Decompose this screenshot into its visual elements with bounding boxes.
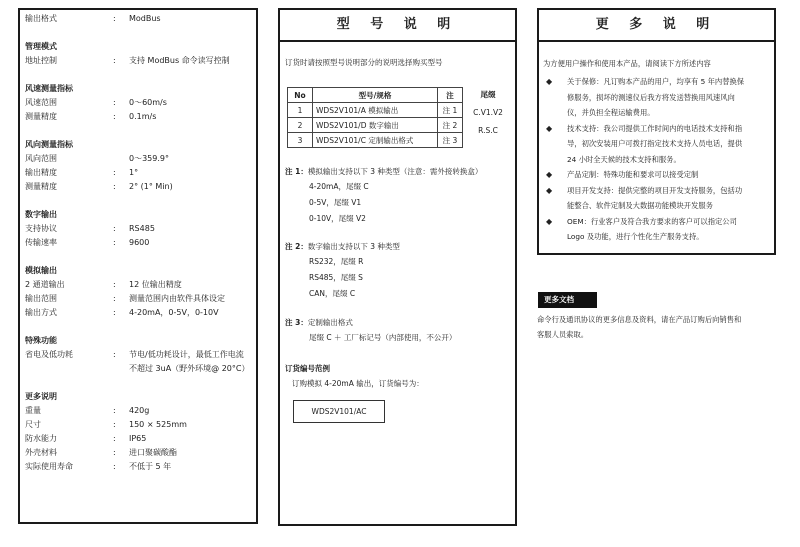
- spec-value: 0～60m/s: [129, 98, 167, 107]
- spec-value: 0～359.9°: [129, 154, 169, 163]
- spec-value: 9600: [129, 238, 150, 247]
- spec-value: 0.1m/s: [129, 112, 157, 121]
- column-header-model: 型号/规格: [313, 88, 438, 103]
- spec-row: [25, 404, 252, 418]
- spec-row: [25, 166, 252, 180]
- cell-no: 1: [288, 103, 313, 118]
- model-description-panel: [278, 8, 517, 526]
- cell-note: 注 2: [438, 118, 463, 133]
- spec-row: [25, 460, 252, 474]
- note-text: 模拟输出支持以下 3 种类型（注意：需外接转换盒）: [307, 167, 483, 176]
- diamond-bullet-icon: ◆: [546, 170, 553, 179]
- more-info-panel: [537, 8, 776, 255]
- cell-model: WDS2V101/D 数字输出: [313, 118, 438, 133]
- spec-value: 1°: [129, 168, 139, 177]
- spec-key: 测量精度: [25, 182, 57, 191]
- list-item-customization: [543, 167, 770, 183]
- note-item: CAN，尾缀 C: [309, 289, 356, 298]
- spec-value: 不超过 3uA（野外环境@ 20°C）: [129, 364, 250, 373]
- more-docs-line: 命令行及通讯协议的更多信息及资料，请在产品订购后向销售和: [537, 315, 742, 324]
- order-example-title: 订货编号范例: [285, 364, 330, 373]
- spec-value: 进口聚碳酸酯: [129, 448, 177, 457]
- order-example-desc: 订购模拟 4-20mA 输出，订货编号为：: [292, 379, 424, 388]
- list-item-line: 导，初次安装用户可拨打指定技术支持人员电话，提供: [567, 139, 743, 148]
- specifications-panel: [18, 8, 258, 524]
- list-item-line: 技术支持：我公司提供工作时间内的电话技术支持和指: [567, 123, 743, 133]
- spec-value: 支持 ModBus 命令读写控制: [129, 56, 230, 65]
- spec-key: 输出精度: [25, 168, 57, 177]
- spec-key: 防水能力: [25, 434, 57, 443]
- spec-value: ModBus: [129, 14, 161, 23]
- spec-key: 输出方式: [25, 308, 57, 317]
- note-item: 0-10V，尾缀 V2: [309, 214, 366, 223]
- spec-row-output-format: [25, 12, 252, 26]
- suffix-line: C.V1.V2: [473, 108, 503, 117]
- spec-key: 测量精度: [25, 112, 57, 121]
- spec-colon: :: [113, 168, 116, 177]
- table-row: [288, 103, 463, 118]
- spec-row: [25, 306, 252, 320]
- section-title-wind-direction: 风向测量指标: [25, 140, 73, 149]
- suffix-line: R.S.C: [478, 126, 498, 135]
- spec-value: 节电/低功耗设计，最低工作电流: [129, 350, 244, 359]
- spec-colon: :: [113, 406, 116, 415]
- spec-colon: :: [113, 224, 116, 233]
- spec-row: [25, 180, 252, 194]
- spec-row: [25, 446, 252, 460]
- table-row: [288, 118, 463, 133]
- spec-colon: :: [113, 56, 116, 65]
- spec-key: 重量: [25, 406, 41, 415]
- cell-note: 注 3: [438, 133, 463, 148]
- list-item-project-support: [543, 183, 770, 214]
- table-row: [288, 133, 463, 148]
- list-item-line: 关于保修：凡订购本产品的用户，均享有 5 年内替换保: [567, 77, 745, 86]
- diamond-bullet-icon: ◆: [546, 123, 553, 133]
- spec-key: 外壳材料: [25, 448, 57, 457]
- spec-colon: :: [113, 182, 116, 191]
- cell-model: WDS2V101/C 定制输出格式: [313, 133, 438, 148]
- note-text: 数字输出支持以下 3 种类型: [307, 242, 400, 251]
- list-item-line: 修服务，损坏的测速仪后我方将发送替换用风速风向: [567, 92, 735, 102]
- diamond-bullet-icon: ◆: [546, 77, 553, 86]
- spec-value: 测量范围内由软件具体设定: [129, 294, 225, 303]
- note-label: 注 1：: [285, 167, 308, 176]
- spec-value: RS485: [129, 224, 155, 233]
- spec-colon: :: [113, 420, 116, 429]
- suffix-column: [470, 87, 506, 138]
- list-item-tech-support: [543, 121, 770, 168]
- column-header-no: No: [288, 88, 313, 103]
- spec-key: 输出格式: [25, 14, 57, 23]
- spec-value: 2° (1° Min): [129, 182, 173, 191]
- spec-value: 420g: [129, 406, 150, 415]
- spec-colon: :: [113, 462, 116, 471]
- spec-colon: :: [113, 14, 116, 23]
- spec-colon: :: [113, 98, 116, 107]
- model-intro-text: 订货时请按照型号说明部分的说明选择购买型号: [285, 58, 443, 67]
- spec-value: 150 × 525mm: [129, 420, 187, 429]
- list-item-line: 能整合、软件定制及大数据功能模块开发服务: [567, 201, 713, 210]
- spec-value: 12 位输出精度: [129, 280, 182, 289]
- list-item-oem: [543, 214, 770, 245]
- spec-row: [25, 236, 252, 250]
- cell-model: WDS2V101/A 模拟输出: [313, 103, 438, 118]
- spec-colon: :: [113, 434, 116, 443]
- more-docs-line: 客服人员索取。: [537, 330, 589, 339]
- spec-value: 不低于 5 年: [129, 462, 172, 471]
- cell-note: 注 1: [438, 103, 463, 118]
- section-title-digital-output: 数字输出: [25, 210, 57, 219]
- suffix-header: 尾缀: [480, 90, 496, 99]
- spec-key: 输出范围: [25, 294, 57, 303]
- diamond-bullet-icon: ◆: [546, 185, 553, 195]
- spec-row: [25, 96, 252, 110]
- more-docs-text: [537, 312, 787, 342]
- spec-key: 尺寸: [25, 420, 41, 429]
- more-info-list: [543, 74, 770, 245]
- spec-key: 地址控制: [25, 56, 57, 65]
- spec-key: 实际使用寿命: [25, 462, 73, 471]
- more-info-title: 更 多 说 明: [539, 10, 774, 42]
- spec-colon: :: [113, 448, 116, 457]
- order-example-code: WDS2V101/AC: [293, 400, 385, 423]
- list-item-line: 24 小时全天候的技术支持和服务。: [567, 154, 681, 164]
- list-item-line: 项目开发支持：提供完整的项目开发支持服务，包括功: [567, 185, 743, 195]
- note-item: 尾缀 C ＋ 工厂标记号（内部使用，不公开）: [309, 333, 457, 342]
- more-docs-tag: 更多文档: [538, 292, 597, 308]
- spec-list: [25, 12, 252, 474]
- note-2: [285, 240, 400, 302]
- list-item-line: OEM：行业客户及符合我方要求的客户可以指定公司: [567, 216, 737, 226]
- note-item: RS232，尾缀 R: [309, 257, 364, 266]
- note-item: 0-5V，尾缀 V1: [309, 198, 362, 207]
- section-title-analog-output: 模拟输出: [25, 266, 57, 275]
- spec-row: [25, 432, 252, 446]
- section-title-wind-speed: 风速测量指标: [25, 84, 73, 93]
- spec-row: [25, 152, 252, 166]
- spec-colon: :: [113, 350, 116, 359]
- spec-colon: :: [113, 308, 116, 317]
- spec-value: IP65: [129, 434, 147, 443]
- spec-key: 传输速率: [25, 238, 57, 247]
- spec-colon: :: [113, 294, 116, 303]
- model-table: [287, 87, 463, 148]
- spec-key: 支持协议: [25, 224, 57, 233]
- spec-row-continued: [25, 362, 252, 376]
- note-item: 4-20mA，尾缀 C: [309, 182, 369, 191]
- spec-value: 4-20mA，0-5V，0-10V: [129, 308, 219, 317]
- note-text: 定制输出格式: [307, 318, 353, 327]
- spec-row: [25, 292, 252, 306]
- list-item-line: 产品定制：特殊功能和要求可以接受定制: [567, 170, 699, 179]
- note-label: 注 3：: [285, 318, 308, 327]
- spec-colon: :: [113, 112, 116, 121]
- list-item-line: Logo 及功能，进行个性化生产服务支持。: [567, 232, 704, 241]
- note-3: [285, 316, 456, 346]
- spec-row: [25, 348, 252, 362]
- list-item-warranty: [543, 74, 770, 121]
- spec-key: 风向范围: [25, 154, 57, 163]
- spec-colon: :: [113, 238, 116, 247]
- section-title-special-features: 特殊功能: [25, 336, 57, 345]
- note-label: 注 2：: [285, 242, 308, 251]
- cell-no: 2: [288, 118, 313, 133]
- spec-colon: :: [113, 280, 116, 289]
- diamond-bullet-icon: ◆: [546, 216, 553, 226]
- section-title-more-info: 更多说明: [25, 392, 57, 401]
- spec-row: [25, 418, 252, 432]
- list-item-line: 仪，并负担全程运输费用。: [567, 108, 655, 117]
- more-info-intro: 为方便用户操作和使用本产品，请阅读下方所述内容: [543, 59, 711, 68]
- spec-key: 风速范围: [25, 98, 57, 107]
- note-item: RS485，尾缀 S: [309, 273, 363, 282]
- spec-row: [25, 222, 252, 236]
- spec-key: 2 通道输出: [25, 280, 65, 289]
- spec-row: [25, 110, 252, 124]
- section-title-management: 管理模式: [25, 42, 57, 51]
- table-header-row: [288, 88, 463, 103]
- column-header-note: 注: [438, 88, 463, 103]
- cell-no: 3: [288, 133, 313, 148]
- spec-row: [25, 278, 252, 292]
- note-1: [285, 165, 482, 227]
- spec-key: 省电及低功耗: [25, 350, 73, 359]
- spec-row: [25, 54, 252, 68]
- model-description-title: 型 号 说 明: [280, 10, 515, 42]
